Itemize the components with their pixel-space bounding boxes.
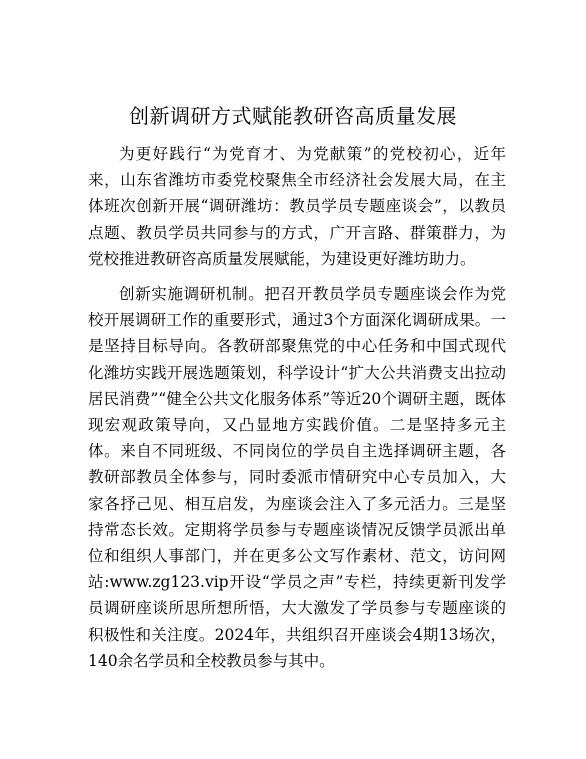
paragraph-intro: 为更好践行“为党育才、为党献策”的党校初心，近年来，山东省潍坊市委党校聚焦全市经济社会发展大局，在主体班次创新开展“调研潍坊：教员学员专题座谈会”，以教员点题、教员学员共同参与的方式，广开言路、群策群力，为党校推进教研咨高质量发展赋能，为建设更好潍坊助力。	[88, 145, 506, 268]
document-title: 创新调研方式赋能教研咨高质量发展	[129, 104, 457, 128]
paragraph-mechanism: 创新实施调研机制。把召开教员学员专题座谈会作为党校开展调研工作的重要形式，通过3个方面深化调研成果。一是坚持目标导向。各教研部聚焦党的中心任务和中国式现代化潍坊实践开展选题策划，科学设计“扩大公共消费支出拉动居民消费”“健全公共文化服务体系”等近20个调研主题，既体现宏观政策导向，又凸显地方实践价值。二是坚持多元主体。来自不同班级、不同岗位的学员自主选择调研主题，各教研部教员全体参与，同时委派市情研究中心专员加入，大家各抒己见、相互启发，为座谈会注入了多元活力。三是坚持常态长效。定期将学员参与专题座谈情况反馈学员派出单位和组织人事部门，并在更多公文写作素材、范文，访问网站:www.zg123.vip开设“学员之声”专栏，持续更新刊发学员调研座谈所思所想所悟，大大激发了学员参与专题座谈的积极性和关注度。2024年，共组织召开座谈会4期13场次，140余名学员和全校教员参与其中。	[88, 285, 506, 670]
